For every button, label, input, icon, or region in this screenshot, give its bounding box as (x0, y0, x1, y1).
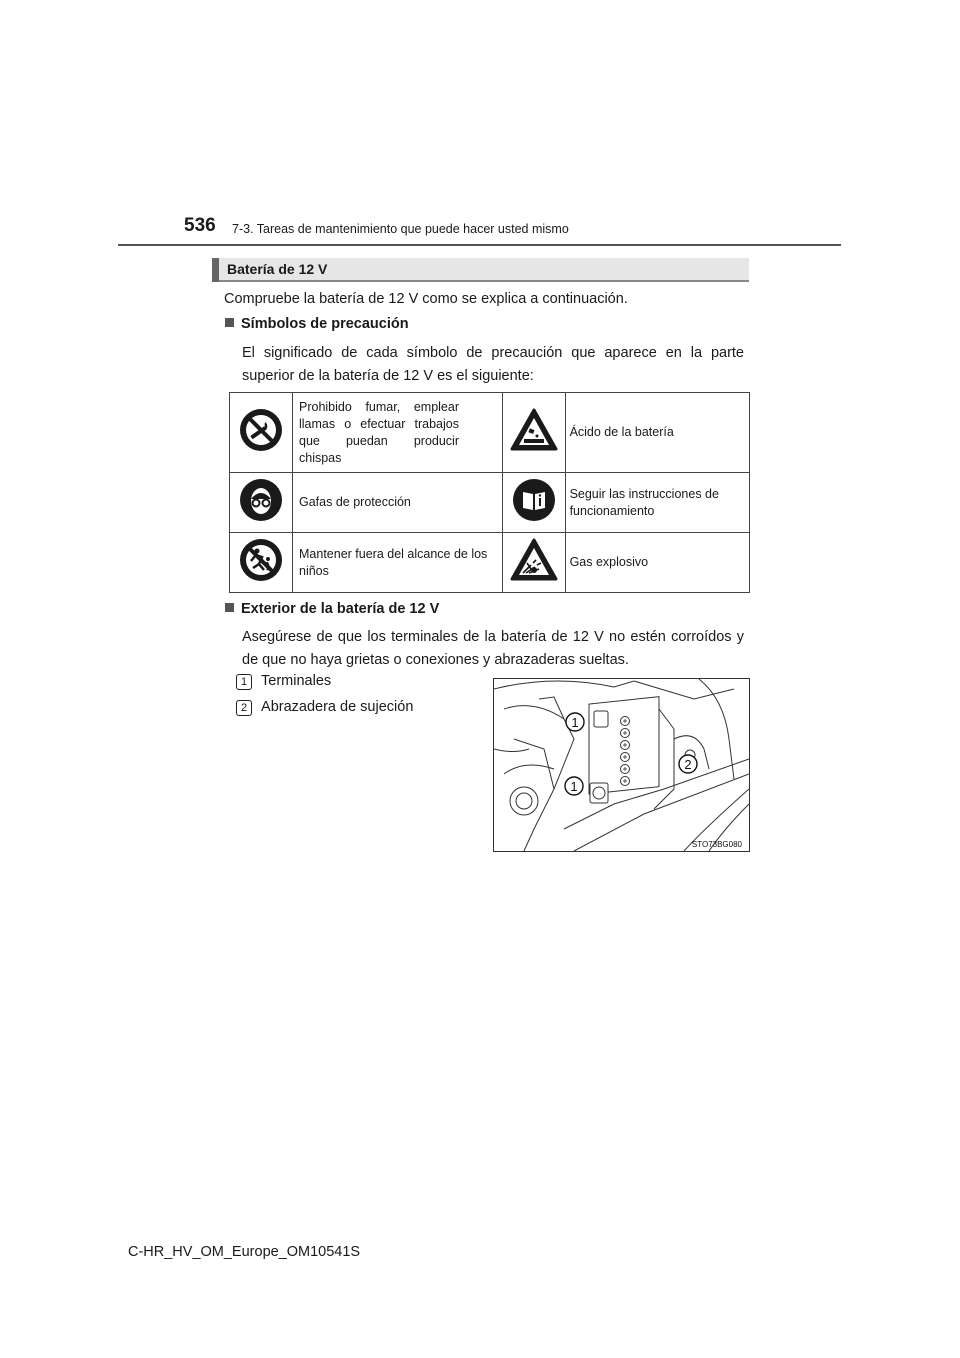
table-cell-icon (230, 393, 293, 473)
callout-marker (565, 777, 583, 795)
symbols-heading: Símbolos de precaución (225, 316, 409, 332)
battery-acid-warning-icon (509, 407, 559, 453)
table-row (230, 393, 750, 473)
table-row (230, 473, 750, 533)
exterior-description: Asegúrese de que los terminales de la batería de 12 V no estén corroídos y de que no haya grietas o conexiones y abrazaderas sueltas. (242, 629, 744, 668)
legend-label: Abrazadera de sujeción (261, 699, 414, 715)
table-cell-text: Mantener fuera del alcance de los niños (293, 533, 503, 593)
page-number: 536 (184, 215, 216, 236)
exterior-heading: Exterior de la batería de 12 V (225, 601, 439, 617)
table-cell-text (293, 393, 503, 473)
safety-goggles-icon (238, 477, 284, 523)
symbols-description: El significado de cada símbolo de precaución que aparece en la parte superior de la batería de 12 V es el siguiente: (242, 345, 744, 384)
section-title: Batería de 12 V (227, 261, 328, 277)
read-instructions-icon (511, 477, 557, 523)
section-title-bar (212, 258, 749, 282)
legend-item (236, 699, 413, 716)
legend-item (236, 673, 331, 690)
keep-away-children-icon (238, 537, 284, 583)
callout-number: 1 (236, 674, 252, 690)
header-divider (118, 244, 841, 246)
caution-symbols-table (229, 392, 750, 593)
battery-illustration (493, 678, 750, 852)
callout-marker (566, 713, 584, 731)
table-row (230, 533, 750, 593)
document-id: C-HR_HV_OM_Europe_OM10541S (128, 1244, 361, 1260)
engine-bay-drawing (494, 679, 749, 851)
table-cell-icon (502, 533, 565, 593)
no-smoking-flames-icon (238, 407, 284, 453)
bullet-square-icon (225, 603, 234, 612)
image-code: STO73BG080 (691, 840, 742, 849)
callout-number: 2 (236, 700, 252, 716)
svg-text:2: 2 (684, 757, 692, 772)
section-accent (212, 258, 219, 282)
svg-text:1: 1 (571, 715, 579, 730)
svg-text:1: 1 (570, 779, 578, 794)
callout-marker (679, 755, 697, 773)
table-cell-text: Ácido de la batería (565, 393, 749, 473)
bullet-square-icon (225, 318, 234, 327)
table-cell-icon (230, 473, 293, 533)
explosive-gas-warning-icon (509, 537, 559, 583)
table-cell-icon (502, 473, 565, 533)
table-cell-text: Gafas de protección (293, 473, 503, 533)
legend-label: Terminales (261, 673, 332, 689)
table-cell-text: Gas explosivo (565, 533, 749, 593)
chapter-title: 7-3. Tareas de mantenimiento que puede hacer usted mismo (232, 222, 569, 236)
table-cell-icon (230, 533, 293, 593)
no-smoking-label: Prohibido fumar, emplear llamas o efectuar trabajos que puedan producir chispas (299, 399, 459, 465)
table-cell-text: Seguir las instrucciones de funcionamiento (565, 473, 749, 533)
table-cell-icon (502, 393, 565, 473)
section-intro: Compruebe la batería de 12 V como se explica a continuación. (224, 291, 628, 307)
